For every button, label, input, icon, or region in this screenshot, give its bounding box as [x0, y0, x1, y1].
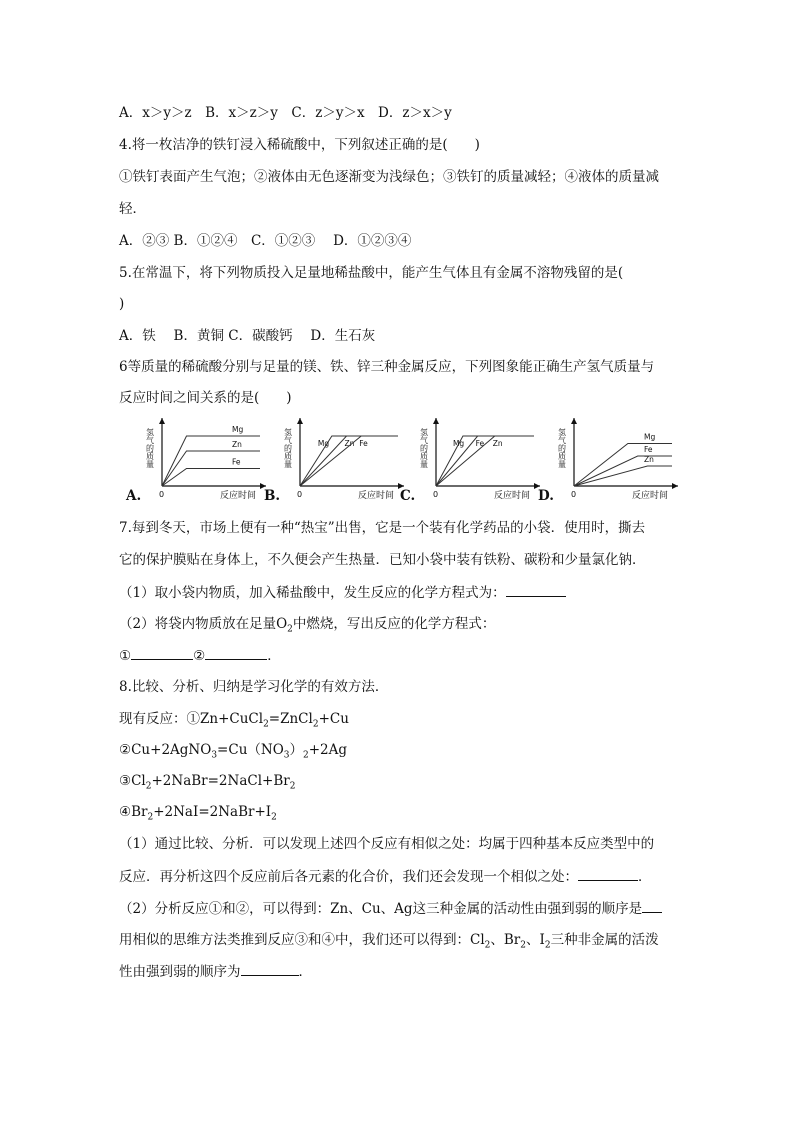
q8-sub2-line3-text: 性由强到弱的顺序为: [119, 964, 241, 980]
y-axis-label: 氢气的质量: [283, 428, 293, 468]
chart-b: [266, 412, 406, 504]
q8-sub2-blank-1[interactable]: [642, 898, 662, 913]
q4-options: A．②③ B．①②④ C．①②③ D．①②③④: [119, 233, 412, 249]
q8-r2-sub-c: 2: [303, 750, 309, 761]
q5-options: A．铁 B．黄铜 C．碳酸钙 D．生石灰: [119, 328, 376, 344]
q7-sub2-pre: （2）将袋内物质放在足量O: [119, 616, 288, 632]
chart-b-svg: [266, 412, 406, 504]
chart-option-label: B.: [264, 488, 281, 504]
series-label-zn: Zn: [492, 439, 503, 448]
q5-stem-line2: ): [119, 296, 125, 312]
q8-r2-a: ②Cu+2AgNO: [119, 742, 212, 758]
q7-sub1-text: （1）取小袋内物质，加入稀盐酸中，发生反应的化学方程式为：: [119, 585, 506, 601]
x-axis-label: 反应时间: [220, 491, 257, 501]
q8-sub2-line2: [119, 930, 659, 956]
chart-a: [128, 412, 268, 504]
q8-reaction-1: [119, 709, 349, 735]
q3-options: A．x＞y＞z B．x＞z＞y C．z＞y＞x D．z＞x＞y: [119, 105, 452, 121]
q8-reaction-2: [119, 740, 347, 766]
y-axis-label: 氢气的质量: [557, 428, 567, 468]
origin-label: 0: [433, 490, 439, 499]
q7-stem-line1: 7.每到冬天，市场上便有一种“热宝”出售，它是一个装有化学药品的小袋．使用时，撕去: [119, 520, 646, 536]
series-line-zn: [436, 436, 534, 486]
q8-sub2-line1-text: （2）分析反应①和②，可以得到：Zn、Cu、Ag这三种金属的活动性由强到弱的顺序是: [119, 901, 643, 917]
q8-r1-rest: =ZnCl: [268, 711, 313, 727]
series-line-fe: [436, 436, 534, 486]
q8-r2-b: =Cu（NO: [217, 742, 284, 758]
q8-stem: 8.比较、分析、归纳是学习化学的有效方法．: [119, 679, 389, 695]
q8-r4-b: +2NaI=2NaBr+I: [153, 804, 272, 820]
q8-r2-sub-a: 3: [211, 750, 218, 761]
q8-r4-a: ④Br: [119, 804, 148, 820]
q8-sub2-blank-2[interactable]: [241, 961, 299, 976]
q8-sub2-sub-a: 2: [484, 940, 491, 951]
q7-blank-label-1: ①: [119, 648, 132, 664]
q8-r3-b: +2NaBr=2NaCl+Br: [151, 773, 290, 789]
series-label-fe: Fe: [475, 439, 485, 448]
q8-sub1-line2-end: ．: [638, 869, 652, 885]
chart-c-svg: [402, 412, 542, 504]
series-line-mg: [436, 436, 534, 486]
chart-a-svg: [128, 412, 268, 504]
q8-r4-sub-a: 2: [147, 812, 154, 823]
q8-sub2-line2-b: 、Br: [490, 932, 521, 948]
series-label-fe: Fe: [359, 439, 368, 448]
chart-c: [402, 412, 542, 504]
q8-r3-sub-b: 2: [289, 781, 296, 792]
chart-option-label: D.: [538, 488, 554, 504]
q7-blank-label-2: ②: [193, 648, 206, 664]
q7-sub2: [119, 614, 495, 640]
q8-r2-c: ）: [289, 742, 303, 758]
q7-sub1: [119, 582, 566, 603]
series-label-mg: Mg: [317, 439, 330, 448]
q8-r3-sub-a: 2: [145, 781, 152, 792]
q4-stem: 4.将一枚洁净的铁钉浸入稀硫酸中，下列叙述正确的是( ): [119, 137, 480, 153]
q8-r1-end: +Cu: [318, 711, 349, 727]
q8-sub2-sub-c: 2: [544, 940, 551, 951]
q8-sub2-line3-end: ．: [298, 964, 312, 980]
q8-sub2-line1: [119, 898, 662, 919]
q8-sub2-sub-b: 2: [520, 940, 526, 951]
y-axis-arrow: [159, 418, 165, 424]
series-label-mg: Mg: [232, 425, 244, 434]
chart-d: [540, 412, 680, 504]
y-axis-arrow: [297, 418, 303, 424]
x-axis-label: 反应时间: [494, 491, 531, 501]
origin-label: 0: [571, 490, 577, 499]
q8-r1-sub-b: 2: [312, 719, 319, 730]
q8-intro: 现有反应：①Zn+CuCl: [119, 711, 264, 727]
q6-stem-line1: 6等质量的稀硫酸分别与足量的镁、铁、锌三种金属反应，下列图象能正确生产氢气质量与: [119, 359, 655, 375]
q8-sub1-line1: （1）通过比较、分析．可以发现上述四个反应有相似之处：均属于四种基本反应类型中的: [119, 836, 655, 852]
q4-statements-line1: ①铁钉表面产生气泡；②液体由无色逐渐变为浅绿色；③铁钉的质量减轻；④液体的质量减: [119, 169, 659, 185]
q8-sub2-line2-c: 、I: [526, 932, 545, 948]
chart-option-label: A.: [126, 488, 142, 504]
q8-r2-sub-b: 3: [283, 750, 290, 761]
series-line-fe: [162, 469, 260, 487]
series-label-zn: Zn: [232, 440, 242, 449]
q7-stem-line2: 它的保护膜贴在身体上，不久便会产生热量．已知小袋中装有铁粉、碳粉和少量氯化钠．: [119, 552, 646, 568]
q7-sub2-post: 中燃烧，写出反应的化学方程式：: [292, 616, 496, 632]
x-axis-arrow: [672, 483, 678, 489]
origin-label: 0: [159, 490, 165, 499]
series-line-zn: [574, 466, 672, 486]
y-axis-label: 氢气的质量: [145, 428, 155, 468]
q7-blanks: [119, 645, 281, 666]
q7-sub1-blank[interactable]: [506, 582, 566, 597]
y-axis-arrow: [571, 418, 577, 424]
q7-sub2-subscript: 2: [287, 624, 293, 635]
series-line-mg: [162, 436, 260, 486]
q4-statements-line2: 轻．: [119, 201, 146, 217]
series-label-zn: Zn: [344, 439, 355, 448]
series-label-fe: Fe: [232, 457, 241, 467]
series-label-mg: Mg: [644, 432, 656, 442]
q8-sub1-line2-text: 反应．再分析这四个反应前后各元素的化合价，我们还会发现一个相似之处：: [119, 869, 578, 885]
y-axis-label: 氢气的质量: [419, 428, 429, 468]
q7-blank-2[interactable]: [205, 645, 267, 660]
series-label-fe: Fe: [644, 445, 653, 454]
x-axis-label: 反应时间: [358, 491, 395, 501]
series-label-mg: Mg: [452, 439, 465, 448]
q8-r1-sub-a: 2: [263, 719, 269, 730]
q7-end-period: ．: [267, 648, 281, 664]
q8-sub1-blank[interactable]: [578, 866, 638, 881]
chart-option-label: C.: [400, 488, 416, 504]
q8-reaction-4: [119, 802, 277, 828]
q8-reaction-3: [119, 771, 295, 797]
chart-d-svg: [540, 412, 680, 504]
q8-sub2-line2-d: 三种非金属的活泼: [550, 932, 659, 948]
q7-blank-1[interactable]: [131, 645, 193, 660]
q8-r4-sub-b: 2: [271, 812, 277, 823]
q8-sub2-line3: [119, 961, 312, 982]
q5-stem-line1: 5.在常温下，将下列物质投入足量地稀盐酸中，能产生气体且有金属不溶物残留的是(: [119, 265, 624, 281]
origin-label: 0: [297, 490, 303, 499]
y-axis-arrow: [433, 418, 439, 424]
q8-sub1-line2: [119, 866, 652, 887]
q8-sub2-line2-text: 用相似的思维方法类推到反应③和④中，我们还可以得到：Cl: [119, 932, 485, 948]
q6-stem-line2: 反应时间之间关系的是( ): [119, 390, 292, 406]
q8-r3-a: ③Cl: [119, 773, 146, 789]
q8-r2-d: +2Ag: [308, 742, 348, 758]
series-label-zn: Zn: [644, 455, 654, 464]
x-axis-label: 反应时间: [632, 491, 669, 501]
